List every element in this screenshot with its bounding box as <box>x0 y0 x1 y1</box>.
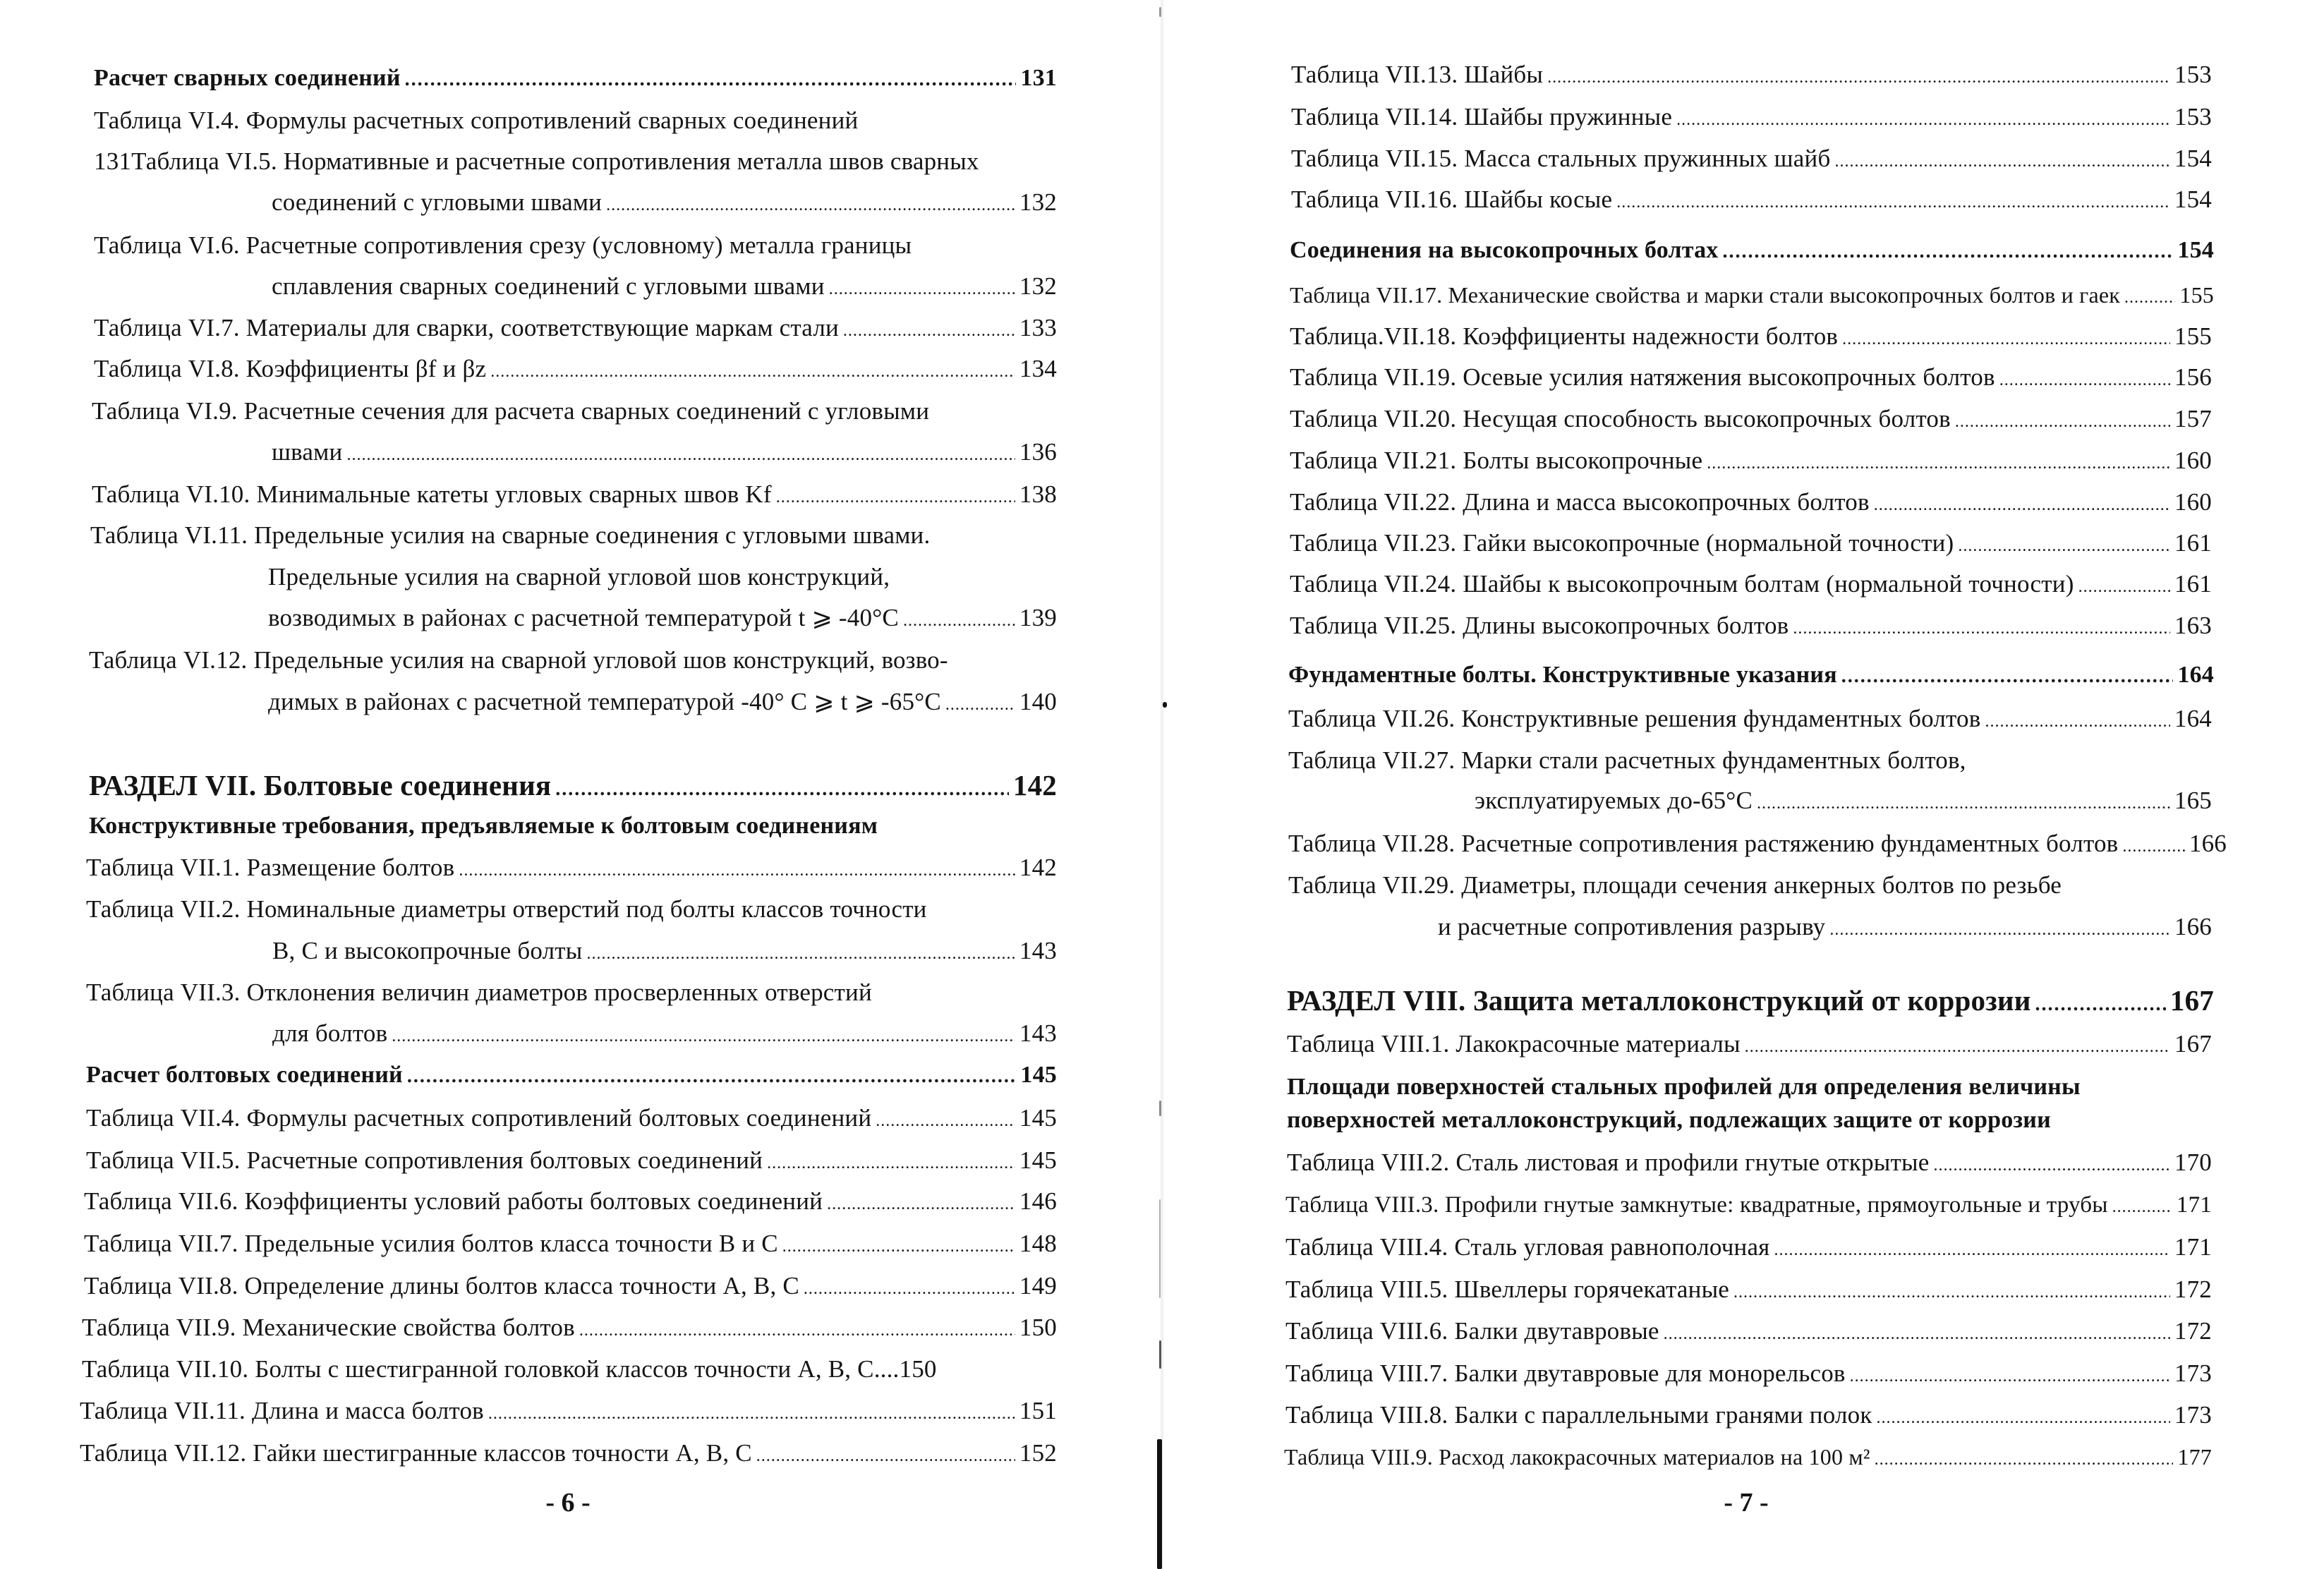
dot-leader <box>1999 364 2170 396</box>
dot-leader <box>555 773 1009 806</box>
dot-leader <box>1664 1318 2170 1350</box>
toc-entry[interactable]: Таблица VII.19. Осевые усилия натяжения высокопрочных болтов ..... 156 <box>1290 361 2212 396</box>
toc-entry[interactable]: Таблица VI.6. Расчетные сопротивления срезу (условному) металла границы <box>94 231 912 259</box>
dot-leader <box>2122 830 2184 863</box>
toc-entry[interactable]: Таблица VIII.9. Расход лакокрасочных материалов на 100 м² ..... 177 <box>1284 1441 2212 1476</box>
toc-entry[interactable]: Таблица VII.17. Механические свойства и марки стали высокопрочных болтов и гаек ..... 155 <box>1290 279 2214 314</box>
dot-leader <box>776 481 1015 514</box>
dot-leader <box>1745 1031 2170 1063</box>
dot-leader <box>843 315 1015 347</box>
toc-entry[interactable]: Таблица VIII.2. Сталь листовая и профили гнутые открытые ..... 170 <box>1287 1146 2212 1182</box>
toc-entry[interactable]: Таблица VII.8. Определение длины болтов класса точности А, В, С ..... 149 <box>84 1270 1057 1305</box>
toc-entry[interactable]: Таблица VII.26. Конструктивные решения фундаментных болтов ..... 164 <box>1288 703 2212 738</box>
dot-leader <box>767 1147 1015 1180</box>
dot-leader <box>1829 914 2170 946</box>
dot-leader <box>1723 236 2174 268</box>
toc-entry[interactable]: Таблица VII.2. Номинальные диаметры отверстий под болты классов точности <box>86 895 927 923</box>
toc-entry[interactable]: Таблица VII.1. Размещение болтов ..... 142 <box>86 852 1057 887</box>
dot-leader <box>1793 612 2169 645</box>
toc-entry[interactable]: для болтов ..... 143 <box>272 1017 1057 1053</box>
toc-entry[interactable]: эксплуатируемых до-65°C ..... 165 <box>1475 784 2212 820</box>
dot-leader <box>756 1440 1015 1472</box>
toc-entry[interactable]: димых в районах с расчетной температурой -40° C ⩾ t ⩾ -65°C ..... 140 <box>268 686 1057 721</box>
toc-entry[interactable]: и расчетные сопротивления разрыву ..... 166 <box>1438 911 2212 946</box>
dot-leader <box>1841 660 2174 693</box>
toc-entry[interactable]: Таблица VII.10. Болты с шестигранной головкой классов точности А, В, С....150 <box>82 1355 937 1383</box>
gutter-shadow-mark <box>1159 7 1161 17</box>
gutter-shadow-mark <box>1159 1340 1161 1369</box>
dot-leader <box>782 1230 1015 1263</box>
dot-leader <box>1958 530 2169 562</box>
toc-entry[interactable]: Таблица VII.20. Несущая способность высокопрочных болтов ..... 157 <box>1290 403 2212 438</box>
dot-leader <box>1933 1149 2169 1182</box>
toc-entry[interactable]: Таблица VII.12. Гайки шестигранные классов точности А, В, С ..... 152 <box>80 1437 1057 1472</box>
toc-section-heading[interactable]: РАЗДЕЛ VIII. Защита металлоконструкций от коррозии ..... 167 <box>1287 984 2214 1021</box>
dot-leader <box>829 273 1015 305</box>
toc-entry[interactable]: Таблица VII.7. Предельные усилия болтов класса точности В и С ..... 148 <box>84 1228 1057 1263</box>
toc-entry[interactable]: Таблица VI.7. Материалы для сварки, соответствующие маркам стали ..... 133 <box>94 312 1057 347</box>
gutter-shadow-mark <box>1159 1101 1161 1116</box>
toc-entry[interactable]: Таблица VII.27. Марки стали расчетных фундаментных болтов, <box>1288 746 1966 774</box>
dot-leader <box>392 1020 1015 1053</box>
toc-entry[interactable]: Таблица VII.16. Шайбы косые ..... 154 <box>1291 183 2212 219</box>
dot-leader <box>804 1273 1015 1305</box>
dot-leader <box>1757 787 2170 820</box>
dot-leader <box>1834 145 2169 178</box>
left-page <box>0 0 1157 1569</box>
dot-leader <box>1877 1402 2170 1434</box>
toc-entry[interactable]: Таблица VII.24. Шайбы к высокопрочным болтам (нормальной точности) ..... 161 <box>1290 568 2212 603</box>
toc-entry[interactable]: швами ..... 136 <box>272 436 1057 471</box>
dot-leader <box>827 1188 1015 1220</box>
dot-leader <box>1955 406 2170 438</box>
toc-subheading[interactable]: Конструктивные требования, предъявляемые к болтовым соединениям <box>89 813 878 839</box>
toc-heading[interactable]: Соединения на высокопрочных болтах ..... 154 <box>1290 234 2214 268</box>
dot-leader <box>490 356 1015 388</box>
toc-entry[interactable]: Таблица VII.6. Коэффициенты условий работы болтовых соединений ..... 146 <box>84 1185 1057 1220</box>
dot-leader <box>1676 104 2170 136</box>
dot-leader <box>2124 281 2175 314</box>
toc-entry[interactable]: Таблица VII.5. Расчетные сопротивления болтовых соединений ..... 145 <box>86 1144 1057 1180</box>
toc-entry[interactable]: Таблица VI.4. Формулы расчетных сопротивлений сварных соединений <box>94 107 859 134</box>
toc-entry[interactable]: Таблица VIII.4. Сталь угловая равнополочная ..... 171 <box>1285 1231 2212 1266</box>
page-number: - 6 - <box>545 1488 591 1517</box>
toc-subheading[interactable]: Площади поверхностей стальных профилей для определения величины <box>1287 1074 2081 1100</box>
toc-entry[interactable]: Таблица VII.28. Расчетные сопротивления растяжению фундаментных болтов ..... 166 <box>1288 828 2227 863</box>
toc-entry[interactable]: Таблица VIII.8. Балки с параллельными гранями полок ..... 173 <box>1285 1399 2212 1434</box>
toc-entry[interactable]: Таблица VIII.5. Швеллеры горячекатаные ..... 172 <box>1285 1273 2212 1309</box>
toc-entry[interactable]: В, С и высокопрочные болты ..... 143 <box>272 935 1057 970</box>
toc-entry[interactable]: Таблица VIII.3. Профили гнутые замкнутые: квадратные, прямоугольные и трубы ..... 171 <box>1285 1189 2212 1223</box>
gutter-shadow-mark <box>1159 1199 1161 1298</box>
toc-entry[interactable]: Таблица VII.11. Длина и масса болтов ..... 151 <box>80 1395 1057 1430</box>
dot-leader <box>1842 323 2170 356</box>
toc-heading[interactable]: Расчет сварных соединений ..... 131 <box>94 62 1057 96</box>
toc-entry[interactable]: Предельные усилия на сварной угловой шов конструкций, <box>268 563 890 590</box>
dot-leader <box>1547 61 2170 94</box>
toc-subheading[interactable]: поверхностей металлоконструкций, подлежащих защите от коррозии <box>1287 1107 2051 1133</box>
toc-entry[interactable]: Таблица VII.4. Формулы расчетных сопротивлений болтовых соединений ..... 145 <box>86 1102 1057 1137</box>
dot-leader <box>1850 1360 2170 1393</box>
toc-entry[interactable]: возводимых в районах с расчетной температурой t ⩾ -40°C ..... 139 <box>268 602 1057 637</box>
toc-entry[interactable]: Таблица VII.25. Длины высокопрочных болтов ..... 163 <box>1290 610 2212 645</box>
toc-entry[interactable]: Таблица VII.15. Масса стальных пружинных шайб ..... 154 <box>1291 143 2212 178</box>
gutter-binding-shadow <box>1157 1439 1162 1569</box>
page-number: - 7 - <box>1724 1488 1769 1517</box>
dot-leader <box>2112 1191 2172 1223</box>
toc-heading[interactable]: Расчет болтовых соединений ..... 145 <box>86 1059 1057 1093</box>
dot-leader <box>2078 571 2170 603</box>
dot-leader <box>488 1398 1015 1430</box>
right-page <box>1164 0 2324 1569</box>
toc-entry[interactable]: Таблица VII.21. Болты высокопрочные ..... 160 <box>1290 444 2212 480</box>
dot-leader <box>876 1105 1015 1137</box>
dot-leader <box>346 439 1015 471</box>
toc-entry[interactable]: Таблица VIII.6. Балки двутавровые ..... 172 <box>1285 1315 2212 1350</box>
dot-leader <box>1707 447 2170 480</box>
toc-heading[interactable]: Фундаментные болты. Конструктивные указания ..... 164 <box>1288 659 2214 693</box>
toc-entry[interactable]: 131Таблица VI.5. Нормативные и расчетные сопротивления металла швов сварных <box>94 147 979 175</box>
toc-entry[interactable]: Таблица VI.8. Коэффициенты βf и βz ..... 134 <box>94 353 1057 388</box>
dot-leader <box>459 854 1015 887</box>
dot-leader <box>2035 988 2166 1021</box>
dot-leader <box>903 605 1015 637</box>
dot-leader <box>945 689 1015 721</box>
toc-section-heading[interactable]: РАЗДЕЛ VII. Болтовые соединения ..... 142 <box>89 769 1057 806</box>
dot-leader <box>1733 1276 2170 1309</box>
toc-entry[interactable]: Таблица VIII.7. Балки двутавровые для монорельсов ..... 173 <box>1285 1357 2212 1393</box>
dot-leader <box>1874 489 2170 521</box>
toc-entry[interactable]: Таблица VII.23. Гайки высокопрочные (нормальной точности) ..... 161 <box>1290 527 2212 562</box>
dot-leader <box>1616 186 2170 219</box>
toc-entry[interactable]: Таблица VI.11. Предельные усилия на сварные соединения с угловыми швами. <box>90 521 931 549</box>
toc-entry[interactable]: Таблица VII.3. Отклонения величин диаметров просверленных отверстий <box>86 979 872 1006</box>
toc-entry[interactable]: Таблица VII.14. Шайбы пружинные ..... 153 <box>1291 101 2212 136</box>
toc-entry[interactable]: сплавления сварных соединений с угловыми швами ..... 132 <box>272 270 1057 305</box>
toc-entry[interactable]: Таблица VII.13. Шайбы ..... 153 <box>1291 59 2212 94</box>
toc-entry[interactable]: Таблица.VII.18. Коэффициенты надежности болтов ..... 155 <box>1290 320 2212 356</box>
toc-entry[interactable]: Таблица VII.29. Диаметры, площади сечения анкерных болтов по резьбе <box>1288 871 2062 899</box>
dot-leader <box>405 63 1017 96</box>
toc-entry[interactable]: Таблица VIII.1. Лакокрасочные материалы ..... 167 <box>1287 1028 2212 1063</box>
dot-leader <box>579 1314 1015 1347</box>
toc-entry[interactable]: Таблица VI.12. Предельные усилия на сварной угловой шов конструкций, возво- <box>89 646 948 674</box>
toc-entry[interactable]: Таблица VII.9. Механические свойства болтов ..... 150 <box>82 1311 1057 1347</box>
dot-leader <box>1985 705 2169 738</box>
dot-leader <box>606 189 1015 222</box>
toc-entry[interactable]: Таблица VI.9. Расчетные сечения для расчета сварных соединений с угловыми <box>92 397 930 425</box>
toc-entry[interactable]: Таблица VII.22. Длина и масса высокопрочных болтов ..... 160 <box>1290 486 2212 521</box>
dot-leader <box>587 938 1015 970</box>
dot-leader <box>1774 1234 2170 1266</box>
dot-leader <box>1875 1443 2174 1476</box>
toc-entry[interactable]: Таблица VI.10. Минимальные катеты угловых сварных швов Kf ..... 138 <box>92 478 1057 514</box>
toc-entry[interactable]: соединений с угловыми швами ..... 132 <box>272 186 1057 222</box>
dot-leader <box>407 1060 1017 1093</box>
